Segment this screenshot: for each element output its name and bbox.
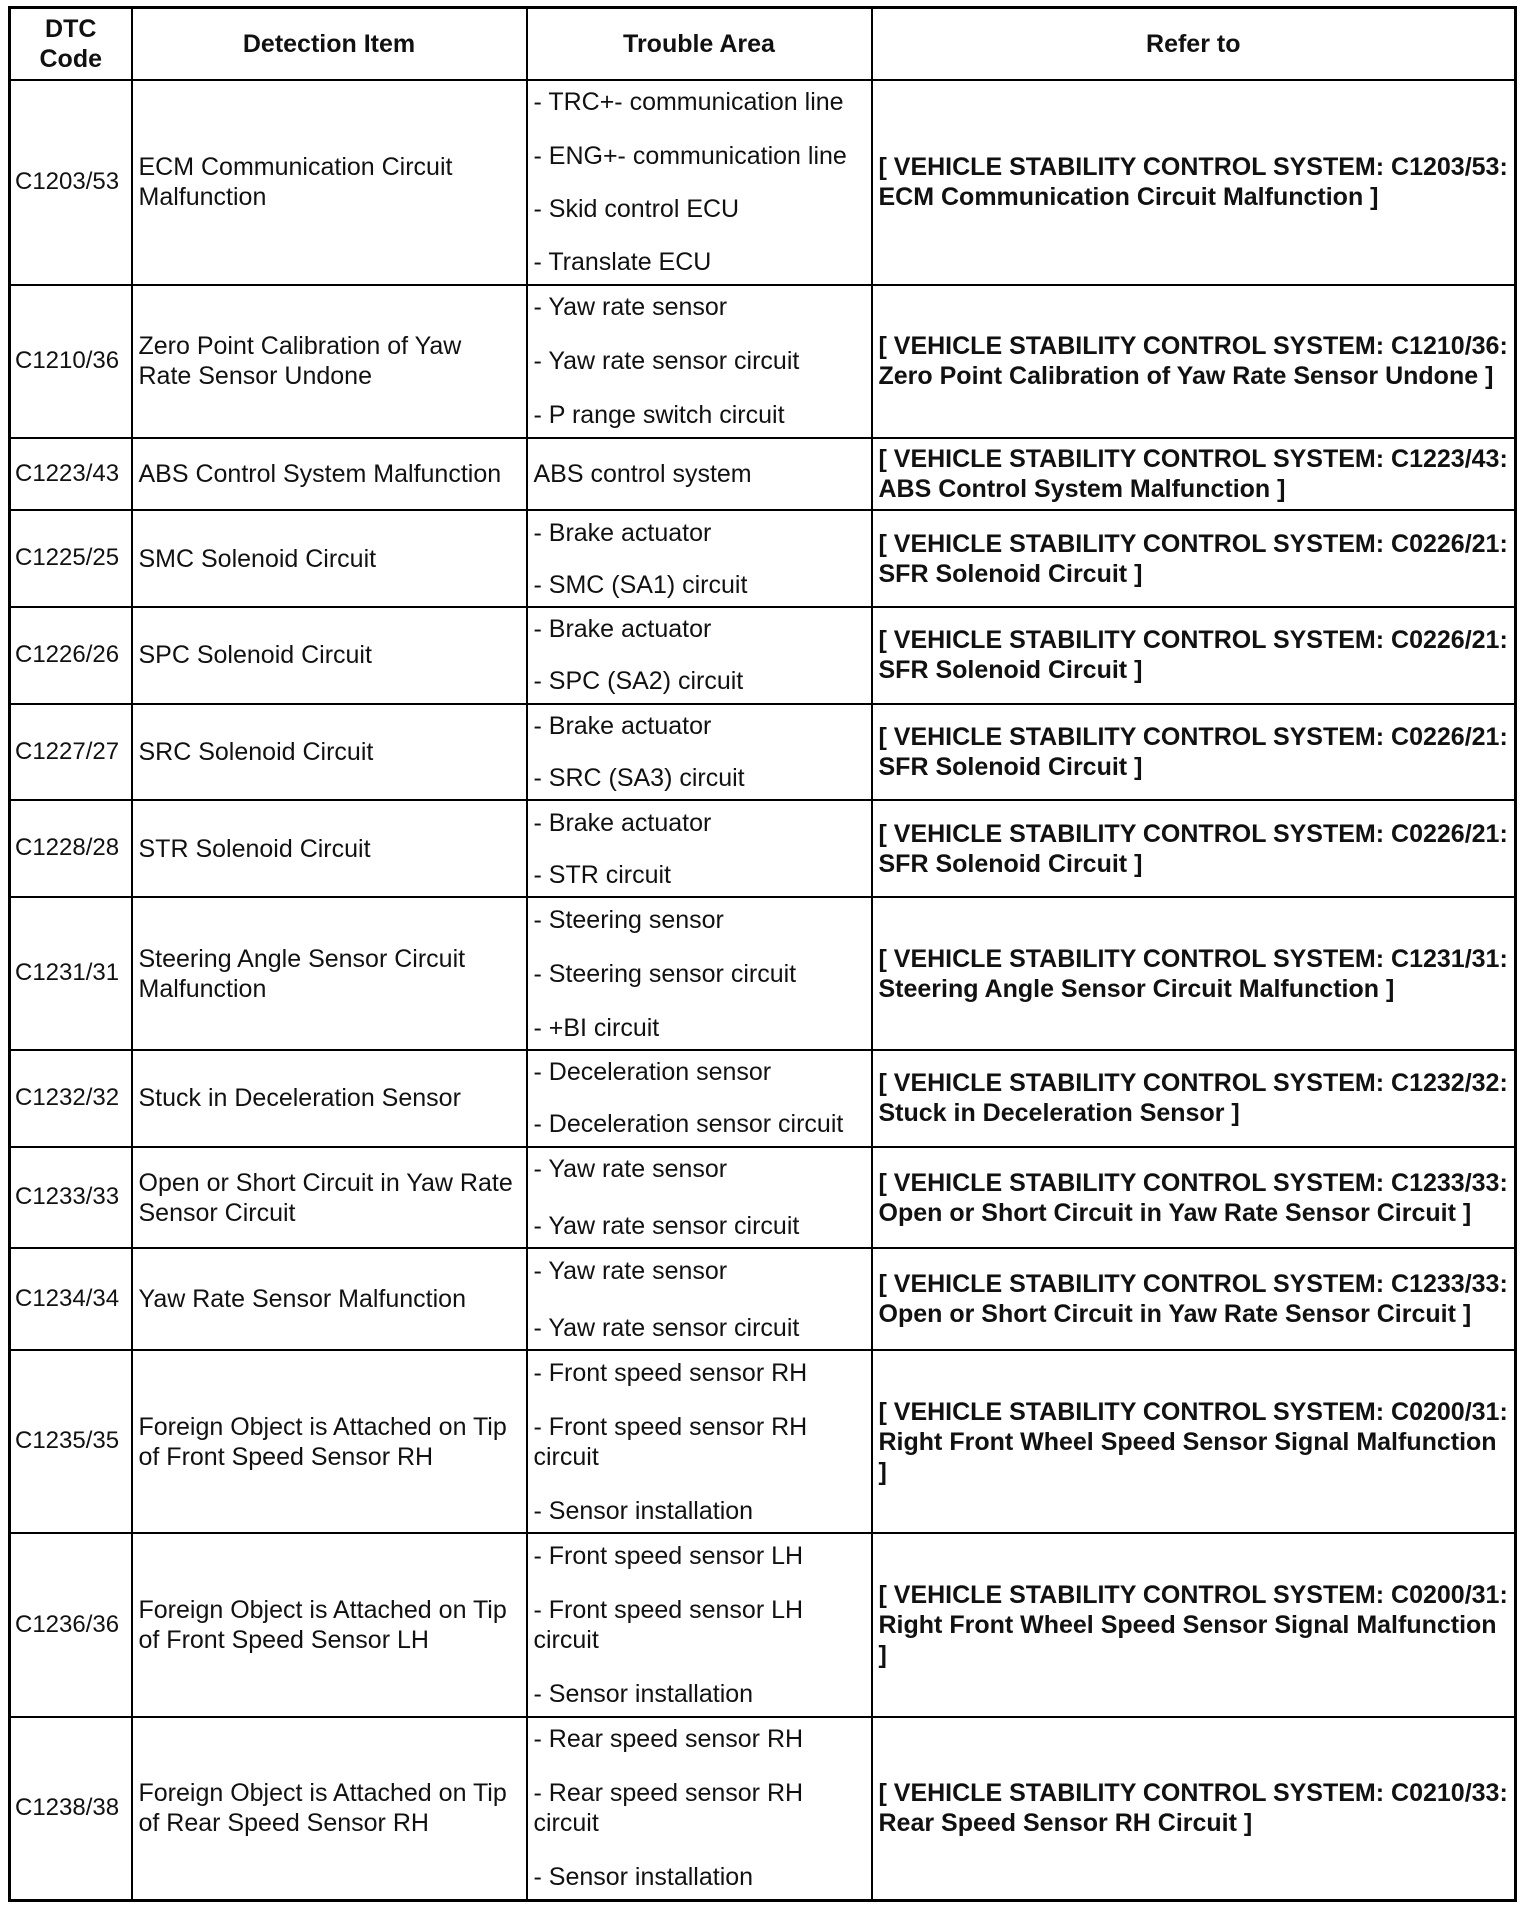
- trouble-area-list: [534, 1535, 865, 1715]
- trouble-area-item: - Yaw rate sensor circuit: [533, 1212, 800, 1241]
- trouble-area-item: - Brake actuator: [533, 518, 712, 547]
- trouble-area-cell: [527, 510, 872, 607]
- trouble-area-item: - Sensor installation: [533, 1680, 754, 1709]
- detection-item-cell: Open or Short Circuit in Yaw Rate Sensor Circuit: [132, 1147, 527, 1249]
- dtc-table: [8, 6, 1517, 1902]
- trouble-area-cell: [527, 1248, 872, 1350]
- table-row: [10, 285, 1516, 438]
- trouble-area-list: [534, 81, 865, 283]
- trouble-area-item: - Front speed sensor LH circuit: [533, 1596, 804, 1655]
- trouble-area-item: - ENG+- communication line: [533, 141, 847, 170]
- trouble-area-item: - Yaw rate sensor circuit: [533, 1313, 800, 1342]
- trouble-area-item: - Sensor installation: [533, 1496, 754, 1525]
- trouble-area-item: - Rear speed sensor RH circuit: [533, 1779, 804, 1838]
- trouble-area-item: - SPC (SA2) circuit: [533, 667, 744, 696]
- refer-to-link[interactable]: [ VEHICLE STABILITY CONTROL SYSTEM: C0226/21: SFR Solenoid Circuit ]: [872, 607, 1516, 704]
- trouble-area-item: - Brake actuator: [533, 615, 712, 644]
- trouble-area-item: - Sensor installation: [533, 1863, 754, 1892]
- dtc-code-cell: C1203/53: [10, 80, 132, 285]
- detection-item-cell: Foreign Object is Attached on Tip of Front Speed Sensor LH: [132, 1533, 527, 1716]
- refer-to-link[interactable]: [ VEHICLE STABILITY CONTROL SYSTEM: C1203/53: ECM Communication Circuit Malfunction ]: [872, 80, 1516, 285]
- table-row: [10, 80, 1516, 285]
- table-body: [10, 80, 1516, 1901]
- refer-to-link[interactable]: [ VEHICLE STABILITY CONTROL SYSTEM: C1210/36: Zero Point Calibration of Yaw Rate Sensor Undone ]: [872, 285, 1516, 438]
- dtc-code-cell: C1223/43: [10, 438, 132, 510]
- header-row: [10, 8, 1516, 80]
- trouble-area-cell: [527, 1350, 872, 1533]
- refer-to-link[interactable]: [ VEHICLE STABILITY CONTROL SYSTEM: C1223/43: ABS Control System Malfunction ]: [872, 438, 1516, 510]
- table-row: [10, 1050, 1516, 1147]
- trouble-area-item: - Steering sensor: [533, 905, 724, 934]
- table-row: [10, 1533, 1516, 1716]
- trouble-area-cell: [527, 1050, 872, 1147]
- trouble-area-list: [534, 608, 865, 702]
- table-row: [10, 1147, 1516, 1249]
- refer-to-link[interactable]: [ VEHICLE STABILITY CONTROL SYSTEM: C0226/21: SFR Solenoid Circuit ]: [872, 800, 1516, 897]
- detection-item-cell: SPC Solenoid Circuit: [132, 607, 527, 704]
- trouble-area-item: - SRC (SA3) circuit: [533, 764, 745, 793]
- header-detection-item: Detection Item: [132, 8, 527, 80]
- dtc-code-cell: C1231/31: [10, 897, 132, 1050]
- trouble-area-cell: [527, 607, 872, 704]
- refer-to-link[interactable]: [ VEHICLE STABILITY CONTROL SYSTEM: C0226/21: SFR Solenoid Circuit ]: [872, 704, 1516, 801]
- trouble-area-list: [534, 1718, 865, 1898]
- trouble-area-item: - Deceleration sensor circuit: [533, 1110, 844, 1139]
- trouble-area-cell: [527, 80, 872, 285]
- trouble-area-item: - Skid control ECU: [533, 194, 740, 223]
- detection-item-cell: SRC Solenoid Circuit: [132, 704, 527, 801]
- refer-to-link[interactable]: [ VEHICLE STABILITY CONTROL SYSTEM: C1233/33: Open or Short Circuit in Yaw Rate Sensor Circuit ]: [872, 1147, 1516, 1249]
- trouble-area-item: ABS control system: [533, 460, 752, 489]
- trouble-area-list: [534, 439, 865, 509]
- trouble-area-item: - Rear speed sensor RH: [533, 1725, 804, 1754]
- dtc-code-cell: C1232/32: [10, 1050, 132, 1147]
- trouble-area-cell: [527, 704, 872, 801]
- trouble-area-list: [534, 705, 865, 799]
- detection-item-cell: Steering Angle Sensor Circuit Malfunction: [132, 897, 527, 1050]
- trouble-area-item: - Yaw rate sensor: [533, 1256, 728, 1285]
- header-trouble-area: Trouble Area: [527, 8, 872, 80]
- trouble-area-item: - P range switch circuit: [533, 401, 785, 430]
- trouble-area-item: - Front speed sensor RH: [533, 1358, 808, 1387]
- table-row: [10, 438, 1516, 510]
- trouble-area-list: [534, 1148, 865, 1247]
- trouble-area-item: - Brake actuator: [533, 712, 712, 741]
- trouble-area-list: [534, 1051, 865, 1145]
- refer-to-link[interactable]: [ VEHICLE STABILITY CONTROL SYSTEM: C0200/31: Right Front Wheel Speed Sensor Signal Malfunction ]: [872, 1533, 1516, 1716]
- trouble-area-item: - Yaw rate sensor circuit: [533, 347, 800, 376]
- dtc-code-cell: C1225/25: [10, 510, 132, 607]
- trouble-area-list: [534, 286, 865, 436]
- table-row: [10, 704, 1516, 801]
- table-header: [10, 8, 1516, 80]
- table-row: [10, 800, 1516, 897]
- trouble-area-item: - SMC (SA1) circuit: [533, 570, 748, 599]
- table-row: [10, 1717, 1516, 1901]
- dtc-code-cell: C1233/33: [10, 1147, 132, 1249]
- trouble-area-item: - Front speed sensor LH: [533, 1542, 804, 1571]
- refer-to-link[interactable]: [ VEHICLE STABILITY CONTROL SYSTEM: C1231/31: Steering Angle Sensor Circuit Malfunction ]: [872, 897, 1516, 1050]
- trouble-area-cell: [527, 897, 872, 1050]
- trouble-area-cell: [527, 438, 872, 510]
- trouble-area-cell: [527, 800, 872, 897]
- detection-item-cell: Foreign Object is Attached on Tip of Rear Speed Sensor RH: [132, 1717, 527, 1901]
- detection-item-cell: Foreign Object is Attached on Tip of Front Speed Sensor RH: [132, 1350, 527, 1533]
- detection-item-cell: ECM Communication Circuit Malfunction: [132, 80, 527, 285]
- table-row: [10, 607, 1516, 704]
- dtc-code-cell: C1238/38: [10, 1717, 132, 1901]
- trouble-area-list: [534, 899, 865, 1049]
- detection-item-cell: Yaw Rate Sensor Malfunction: [132, 1248, 527, 1350]
- detection-item-cell: SMC Solenoid Circuit: [132, 510, 527, 607]
- trouble-area-item: - Steering sensor circuit: [533, 959, 797, 988]
- trouble-area-cell: [527, 1533, 872, 1716]
- dtc-code-cell: C1210/36: [10, 285, 132, 438]
- dtc-code-cell: C1226/26: [10, 607, 132, 704]
- table-row: [10, 510, 1516, 607]
- trouble-area-cell: [527, 1717, 872, 1901]
- table-row: [10, 897, 1516, 1050]
- trouble-area-list: [534, 802, 865, 896]
- trouble-area-list: [534, 1250, 865, 1349]
- dtc-code-cell: C1227/27: [10, 704, 132, 801]
- refer-to-link[interactable]: [ VEHICLE STABILITY CONTROL SYSTEM: C1233/33: Open or Short Circuit in Yaw Rate Sensor Circuit ]: [872, 1248, 1516, 1350]
- dtc-code-cell: C1228/28: [10, 800, 132, 897]
- dtc-code-cell: C1234/34: [10, 1248, 132, 1350]
- table-row: [10, 1248, 1516, 1350]
- trouble-area-cell: [527, 285, 872, 438]
- trouble-area-list: [534, 512, 865, 606]
- header-refer-to: Refer to: [872, 8, 1516, 80]
- trouble-area-item: - TRC+- communication line: [533, 88, 844, 117]
- header-dtc-code: DTC Code: [10, 8, 132, 80]
- trouble-area-item: - STR circuit: [533, 860, 671, 889]
- trouble-area-item: - +BI circuit: [533, 1013, 660, 1042]
- refer-to-link[interactable]: [ VEHICLE STABILITY CONTROL SYSTEM: C0200/31: Right Front Wheel Speed Sensor Signal Malfunction ]: [872, 1350, 1516, 1533]
- trouble-area-item: - Brake actuator: [533, 808, 712, 837]
- trouble-area-item: - Deceleration sensor: [533, 1058, 772, 1087]
- detection-item-cell: Zero Point Calibration of Yaw Rate Sensor Undone: [132, 285, 527, 438]
- detection-item-cell: STR Solenoid Circuit: [132, 800, 527, 897]
- dtc-code-cell: C1235/35: [10, 1350, 132, 1533]
- refer-to-link[interactable]: [ VEHICLE STABILITY CONTROL SYSTEM: C0226/21: SFR Solenoid Circuit ]: [872, 510, 1516, 607]
- trouble-area-item: - Translate ECU: [533, 248, 712, 277]
- detection-item-cell: Stuck in Deceleration Sensor: [132, 1050, 527, 1147]
- dtc-code-cell: C1236/36: [10, 1533, 132, 1716]
- detection-item-cell: ABS Control System Malfunction: [132, 438, 527, 510]
- trouble-area-cell: [527, 1147, 872, 1249]
- table-row: [10, 1350, 1516, 1533]
- trouble-area-list: [534, 1352, 865, 1532]
- refer-to-link[interactable]: [ VEHICLE STABILITY CONTROL SYSTEM: C0210/33: Rear Speed Sensor RH Circuit ]: [872, 1717, 1516, 1901]
- refer-to-link[interactable]: [ VEHICLE STABILITY CONTROL SYSTEM: C1232/32: Stuck in Deceleration Sensor ]: [872, 1050, 1516, 1147]
- trouble-area-item: - Front speed sensor RH circuit: [533, 1412, 808, 1471]
- trouble-area-item: - Yaw rate sensor: [533, 293, 728, 322]
- trouble-area-item: - Yaw rate sensor: [533, 1155, 728, 1184]
